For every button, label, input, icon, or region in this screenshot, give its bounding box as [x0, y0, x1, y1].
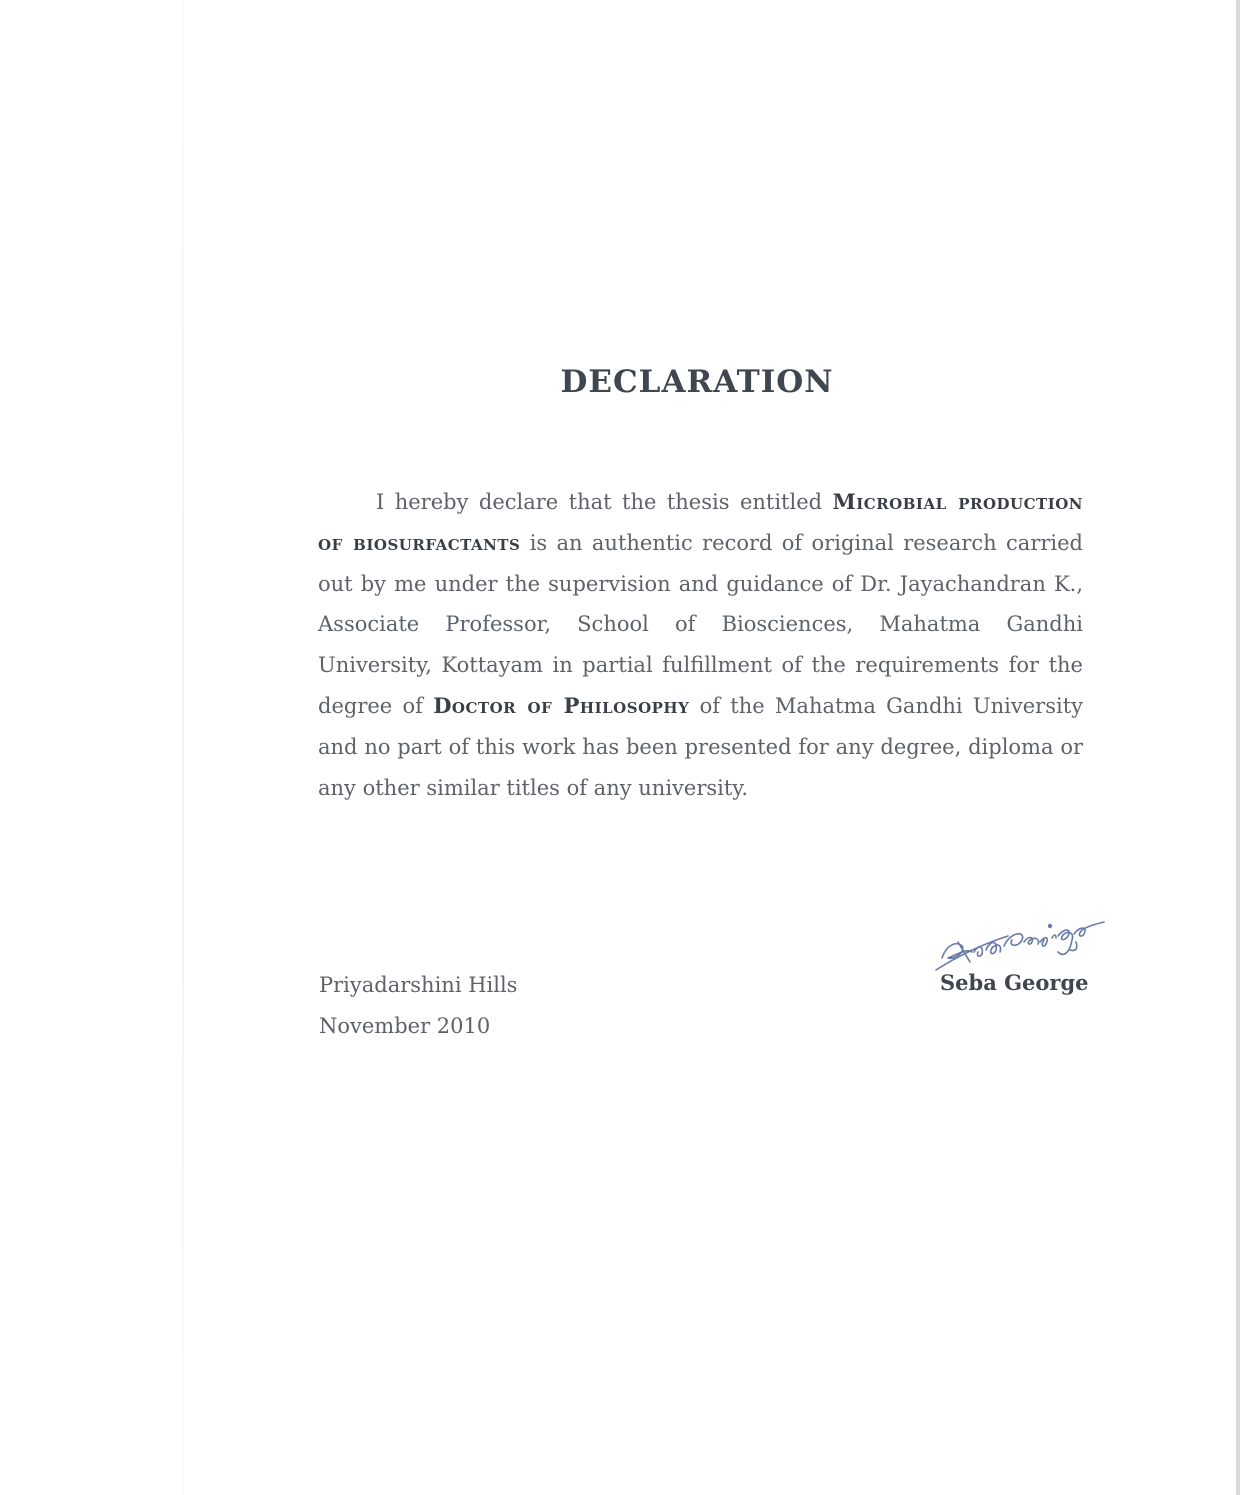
- handwritten-signature: [928, 896, 1118, 976]
- page-title: DECLARATION: [560, 364, 834, 400]
- scan-edge-left: [182, 0, 184, 1495]
- degree-name: Doctor of Philosophy: [433, 692, 690, 718]
- declaration-paragraph: [318, 482, 1083, 808]
- signer-name: Seba George: [940, 970, 1089, 995]
- thesis-title: Microbial production of biosurfactants: [318, 489, 1083, 555]
- scan-edge-right: [1236, 0, 1240, 1495]
- date-label: November 2010: [319, 1014, 491, 1038]
- paragraph-part-3: of the Mahatma Gandhi University and no part of this work has been presented for any degree, diploma or any other similar titles of any university.: [318, 693, 1083, 800]
- paragraph-part-2: is an authentic record of original research carried out by me under the supervision and guidance of Dr. Jayachandran K., Associate Professor, School of Biosciences, Mahatma Gandhi University, Kottayam in partial fulfillment of the requirements for the degree of: [318, 530, 1083, 718]
- place-label: Priyadarshini Hills: [319, 973, 518, 997]
- paragraph-part-1: I hereby declare that the thesis entitled: [376, 490, 833, 514]
